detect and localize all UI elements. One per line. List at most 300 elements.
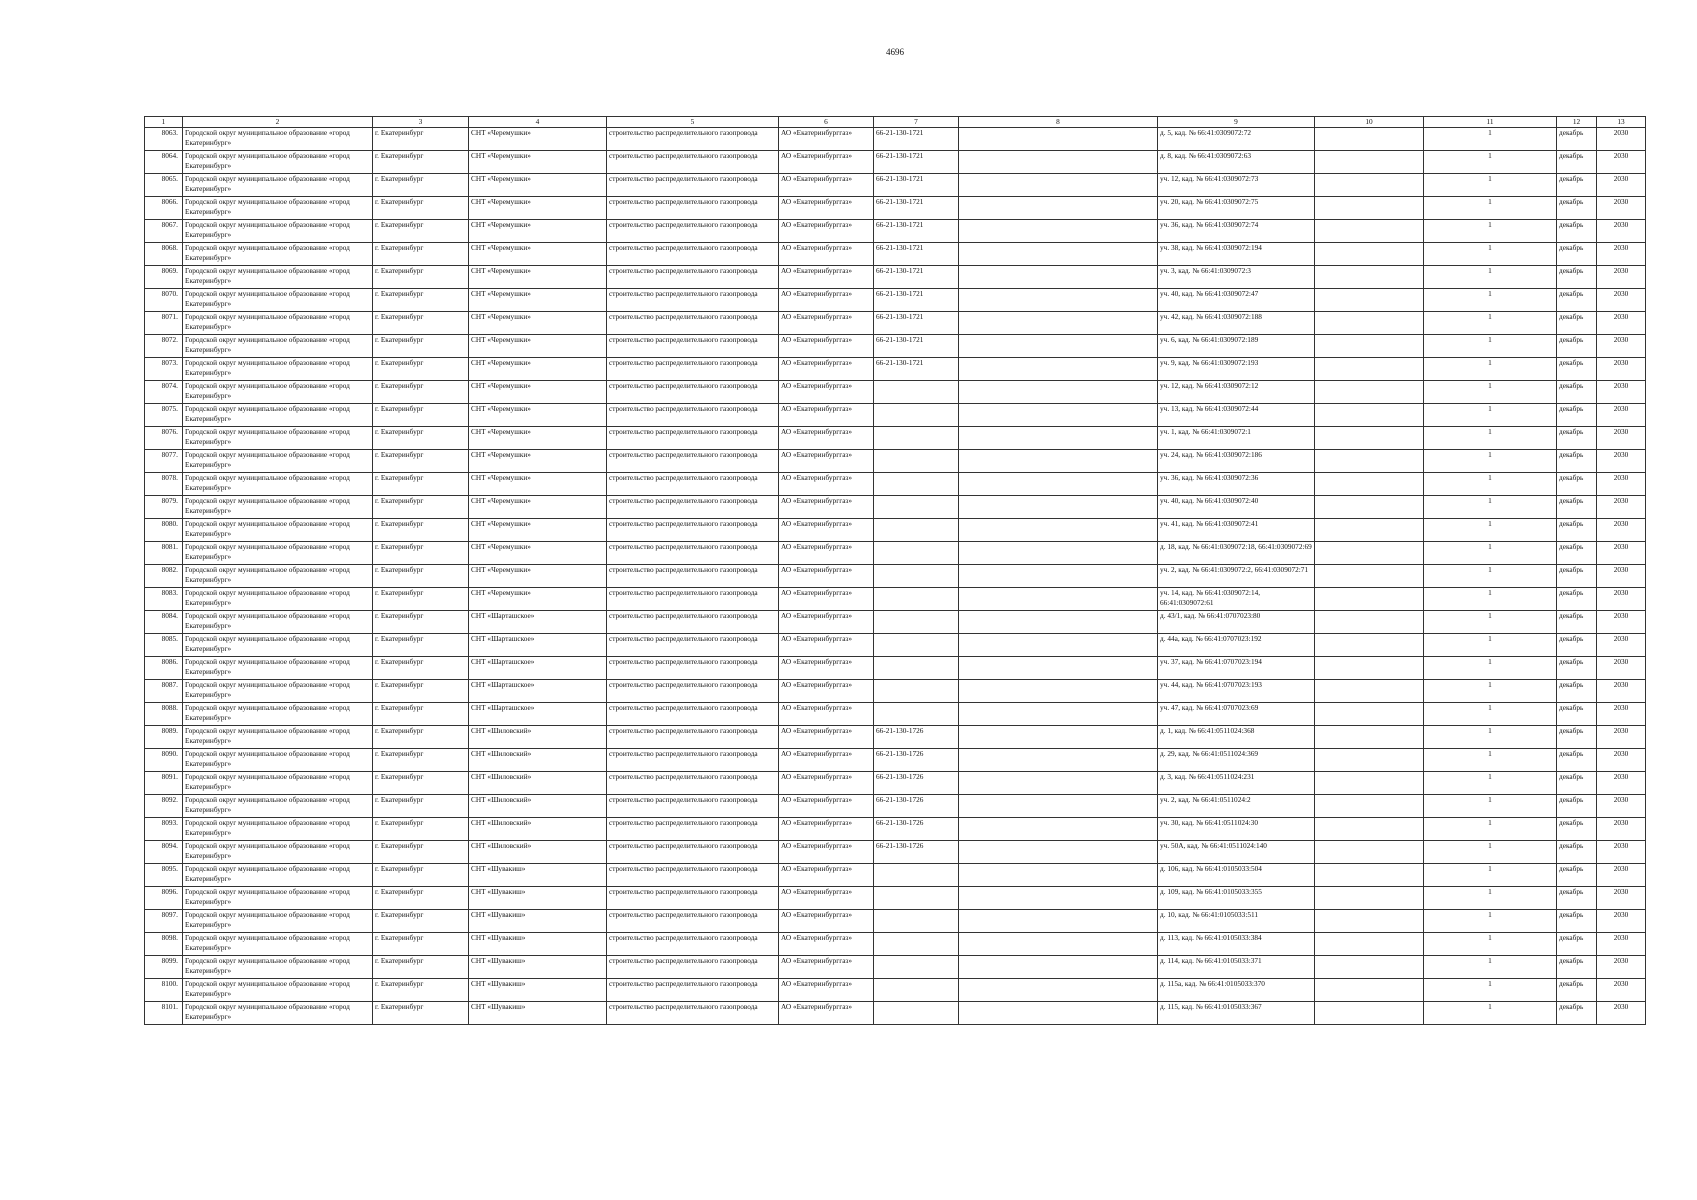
column-8-cell	[959, 864, 1158, 887]
column-header-12: 12	[1557, 117, 1597, 128]
row-number: 8066.	[145, 197, 183, 220]
year-cell: 2030	[1597, 473, 1646, 496]
year-cell: 2030	[1597, 588, 1646, 611]
year-cell: 2030	[1597, 864, 1646, 887]
settlement-cell: СНТ «Черемушки»	[469, 243, 607, 266]
quantity-cell: 1	[1424, 703, 1557, 726]
settlement-cell: СНТ «Черемушки»	[469, 174, 607, 197]
locality-cell: г. Екатеринбург	[373, 933, 469, 956]
column-8-cell	[959, 473, 1158, 496]
activity-cell: строительство распределительного газопровода	[607, 266, 779, 289]
address-cell: уч. 47, кад. № 66:41:0707023:69	[1158, 703, 1315, 726]
month-cell: декабрь	[1557, 358, 1597, 381]
settlement-cell: СНТ «Шиловский»	[469, 841, 607, 864]
settlement-cell: СНТ «Черемушки»	[469, 289, 607, 312]
code-cell	[874, 680, 959, 703]
column-10-cell	[1315, 795, 1424, 818]
year-cell: 2030	[1597, 542, 1646, 565]
quantity-cell: 1	[1424, 243, 1557, 266]
month-cell: декабрь	[1557, 979, 1597, 1002]
row-number: 8071.	[145, 312, 183, 335]
operator-cell: АО «Екатеринбурггаз»	[779, 795, 874, 818]
locality-cell: г. Екатеринбург	[373, 749, 469, 772]
column-8-cell	[959, 197, 1158, 220]
municipality-cell: Городской округ муниципальное образование «город Екатеринбург»	[183, 956, 373, 979]
municipality-cell: Городской округ муниципальное образование «город Екатеринбург»	[183, 979, 373, 1002]
month-cell: декабрь	[1557, 312, 1597, 335]
column-10-cell	[1315, 956, 1424, 979]
column-header-8: 8	[959, 117, 1158, 128]
table-row	[145, 979, 1646, 1002]
address-cell: уч. 41, кад. № 66:41:0309072:41	[1158, 519, 1315, 542]
operator-cell: АО «Екатеринбурггаз»	[779, 887, 874, 910]
activity-cell: строительство распределительного газопровода	[607, 542, 779, 565]
table-row	[145, 818, 1646, 841]
code-cell: 66-21-130-1721	[874, 289, 959, 312]
column-header-6: 6	[779, 117, 874, 128]
month-cell: декабрь	[1557, 703, 1597, 726]
municipality-cell: Городской округ муниципальное образование «город Екатеринбург»	[183, 634, 373, 657]
column-8-cell	[959, 128, 1158, 151]
quantity-cell: 1	[1424, 519, 1557, 542]
operator-cell: АО «Екатеринбурггаз»	[779, 128, 874, 151]
locality-cell: г. Екатеринбург	[373, 358, 469, 381]
year-cell: 2030	[1597, 174, 1646, 197]
quantity-cell: 1	[1424, 841, 1557, 864]
activity-cell: строительство распределительного газопровода	[607, 1002, 779, 1025]
quantity-cell: 1	[1424, 726, 1557, 749]
operator-cell: АО «Екатеринбурггаз»	[779, 749, 874, 772]
code-cell: 66-21-130-1721	[874, 128, 959, 151]
operator-cell: АО «Екатеринбурггаз»	[779, 381, 874, 404]
code-cell	[874, 565, 959, 588]
address-cell: д. 44а, кад. № 66:41:0707023:192	[1158, 634, 1315, 657]
address-cell: уч. 40, кад. № 66:41:0309072:47	[1158, 289, 1315, 312]
settlement-cell: СНТ «Шиловский»	[469, 818, 607, 841]
settlement-cell: СНТ «Черемушки»	[469, 542, 607, 565]
municipality-cell: Городской округ муниципальное образование «город Екатеринбург»	[183, 450, 373, 473]
column-header-3: 3	[373, 117, 469, 128]
settlement-cell: СНТ «Шиловский»	[469, 749, 607, 772]
year-cell: 2030	[1597, 220, 1646, 243]
header-row	[145, 117, 1646, 128]
column-10-cell	[1315, 634, 1424, 657]
activity-cell: строительство распределительного газопровода	[607, 749, 779, 772]
settlement-cell: СНТ «Черемушки»	[469, 588, 607, 611]
column-8-cell	[959, 979, 1158, 1002]
column-8-cell	[959, 151, 1158, 174]
operator-cell: АО «Екатеринбурггаз»	[779, 1002, 874, 1025]
month-cell: декабрь	[1557, 243, 1597, 266]
municipality-cell: Городской округ муниципальное образование «город Екатеринбург»	[183, 726, 373, 749]
month-cell: декабрь	[1557, 220, 1597, 243]
year-cell: 2030	[1597, 312, 1646, 335]
municipality-cell: Городской округ муниципальное образование «город Екатеринбург»	[183, 473, 373, 496]
activity-cell: строительство распределительного газопровода	[607, 404, 779, 427]
locality-cell: г. Екатеринбург	[373, 772, 469, 795]
municipality-cell: Городской округ муниципальное образование «город Екатеринбург»	[183, 680, 373, 703]
page-number: 4696	[886, 47, 904, 57]
operator-cell: АО «Екатеринбурггаз»	[779, 335, 874, 358]
row-number: 8080.	[145, 519, 183, 542]
row-number: 8079.	[145, 496, 183, 519]
municipality-cell: Городской округ муниципальное образование «город Екатеринбург»	[183, 1002, 373, 1025]
quantity-cell: 1	[1424, 381, 1557, 404]
year-cell: 2030	[1597, 243, 1646, 266]
address-cell: д. 8, кад. № 66:41:0309072:63	[1158, 151, 1315, 174]
column-8-cell	[959, 496, 1158, 519]
settlement-cell: СНТ «Шиловский»	[469, 772, 607, 795]
table-row	[145, 473, 1646, 496]
column-8-cell	[959, 358, 1158, 381]
locality-cell: г. Екатеринбург	[373, 128, 469, 151]
row-number: 8090.	[145, 749, 183, 772]
activity-cell: строительство распределительного газопровода	[607, 335, 779, 358]
settlement-cell: СНТ «Шувакиш»	[469, 910, 607, 933]
settlement-cell: СНТ «Черемушки»	[469, 496, 607, 519]
quantity-cell: 1	[1424, 358, 1557, 381]
row-number: 8086.	[145, 657, 183, 680]
year-cell: 2030	[1597, 657, 1646, 680]
locality-cell: г. Екатеринбург	[373, 841, 469, 864]
quantity-cell: 1	[1424, 749, 1557, 772]
column-10-cell	[1315, 818, 1424, 841]
column-10-cell	[1315, 312, 1424, 335]
quantity-cell: 1	[1424, 496, 1557, 519]
quantity-cell: 1	[1424, 910, 1557, 933]
column-8-cell	[959, 818, 1158, 841]
table-row	[145, 243, 1646, 266]
settlement-cell: СНТ «Черемушки»	[469, 473, 607, 496]
municipality-cell: Городской округ муниципальное образование «город Екатеринбург»	[183, 519, 373, 542]
row-number: 8099.	[145, 956, 183, 979]
code-cell	[874, 979, 959, 1002]
settlement-cell: СНТ «Шиловский»	[469, 726, 607, 749]
column-8-cell	[959, 910, 1158, 933]
address-cell: уч. 36, кад. № 66:41:0309072:36	[1158, 473, 1315, 496]
column-header-1: 1	[145, 117, 183, 128]
address-cell: уч. 2, кад. № 66:41:0309072:2, 66:41:0309072:71	[1158, 565, 1315, 588]
column-8-cell	[959, 335, 1158, 358]
activity-cell: строительство распределительного газопровода	[607, 220, 779, 243]
column-10-cell	[1315, 151, 1424, 174]
column-8-cell	[959, 634, 1158, 657]
operator-cell: АО «Екатеринбурггаз»	[779, 243, 874, 266]
operator-cell: АО «Екатеринбурггаз»	[779, 864, 874, 887]
locality-cell: г. Екатеринбург	[373, 657, 469, 680]
table-row	[145, 565, 1646, 588]
year-cell: 2030	[1597, 841, 1646, 864]
row-number: 8068.	[145, 243, 183, 266]
month-cell: декабрь	[1557, 542, 1597, 565]
year-cell: 2030	[1597, 358, 1646, 381]
column-8-cell	[959, 542, 1158, 565]
activity-cell: строительство распределительного газопровода	[607, 289, 779, 312]
settlement-cell: СНТ «Черемушки»	[469, 519, 607, 542]
month-cell: декабрь	[1557, 1002, 1597, 1025]
operator-cell: АО «Екатеринбурггаз»	[779, 979, 874, 1002]
column-10-cell	[1315, 335, 1424, 358]
column-8-cell	[959, 243, 1158, 266]
municipality-cell: Городской округ муниципальное образование «город Екатеринбург»	[183, 588, 373, 611]
municipality-cell: Городской округ муниципальное образование «город Екатеринбург»	[183, 197, 373, 220]
quantity-cell: 1	[1424, 818, 1557, 841]
municipality-cell: Городской округ муниципальное образование «город Екатеринбург»	[183, 427, 373, 450]
row-number: 8067.	[145, 220, 183, 243]
settlement-cell: СНТ «Шарташское»	[469, 703, 607, 726]
address-cell: уч. 30, кад. № 66:41:0511024:30	[1158, 818, 1315, 841]
locality-cell: г. Екатеринбург	[373, 795, 469, 818]
month-cell: декабрь	[1557, 450, 1597, 473]
quantity-cell: 1	[1424, 634, 1557, 657]
year-cell: 2030	[1597, 726, 1646, 749]
code-cell: 66-21-130-1721	[874, 197, 959, 220]
locality-cell: г. Екатеринбург	[373, 496, 469, 519]
activity-cell: строительство распределительного газопровода	[607, 128, 779, 151]
month-cell: декабрь	[1557, 588, 1597, 611]
quantity-cell: 1	[1424, 542, 1557, 565]
settlement-cell: СНТ «Черемушки»	[469, 220, 607, 243]
table-row	[145, 266, 1646, 289]
year-cell: 2030	[1597, 772, 1646, 795]
column-10-cell	[1315, 657, 1424, 680]
year-cell: 2030	[1597, 887, 1646, 910]
code-cell	[874, 542, 959, 565]
operator-cell: АО «Екатеринбурггаз»	[779, 289, 874, 312]
code-cell	[874, 910, 959, 933]
activity-cell: строительство распределительного газопровода	[607, 174, 779, 197]
settlement-cell: СНТ «Черемушки»	[469, 427, 607, 450]
municipality-cell: Городской округ муниципальное образование «город Екатеринбург»	[183, 335, 373, 358]
municipality-cell: Городской округ муниципальное образование «город Екатеринбург»	[183, 749, 373, 772]
column-header-9: 9	[1158, 117, 1315, 128]
code-cell	[874, 933, 959, 956]
year-cell: 2030	[1597, 404, 1646, 427]
locality-cell: г. Екатеринбург	[373, 864, 469, 887]
activity-cell: строительство распределительного газопровода	[607, 565, 779, 588]
column-10-cell	[1315, 979, 1424, 1002]
column-header-11: 11	[1424, 117, 1557, 128]
municipality-cell: Городской округ муниципальное образование «город Екатеринбург»	[183, 151, 373, 174]
column-8-cell	[959, 220, 1158, 243]
column-header-2: 2	[183, 117, 373, 128]
row-number: 8089.	[145, 726, 183, 749]
year-cell: 2030	[1597, 680, 1646, 703]
locality-cell: г. Екатеринбург	[373, 726, 469, 749]
column-10-cell	[1315, 565, 1424, 588]
month-cell: декабрь	[1557, 266, 1597, 289]
quantity-cell: 1	[1424, 1002, 1557, 1025]
column-10-cell	[1315, 128, 1424, 151]
year-cell: 2030	[1597, 519, 1646, 542]
activity-cell: строительство распределительного газопровода	[607, 519, 779, 542]
operator-cell: АО «Екатеринбурггаз»	[779, 611, 874, 634]
column-8-cell	[959, 174, 1158, 197]
code-cell: 66-21-130-1726	[874, 772, 959, 795]
row-number: 8069.	[145, 266, 183, 289]
column-10-cell	[1315, 703, 1424, 726]
month-cell: декабрь	[1557, 289, 1597, 312]
municipality-cell: Городской округ муниципальное образование «город Екатеринбург»	[183, 404, 373, 427]
table-row	[145, 450, 1646, 473]
table-row	[145, 358, 1646, 381]
address-cell: уч. 38, кад. № 66:41:0309072:194	[1158, 243, 1315, 266]
municipality-cell: Городской округ муниципальное образование «город Екатеринбург»	[183, 220, 373, 243]
year-cell: 2030	[1597, 818, 1646, 841]
activity-cell: строительство распределительного газопровода	[607, 680, 779, 703]
year-cell: 2030	[1597, 910, 1646, 933]
code-cell: 66-21-130-1721	[874, 243, 959, 266]
row-number: 8088.	[145, 703, 183, 726]
activity-cell: строительство распределительного газопровода	[607, 795, 779, 818]
address-cell: д. 10, кад. № 66:41:0105033:511	[1158, 910, 1315, 933]
table-row	[145, 174, 1646, 197]
row-number: 8091.	[145, 772, 183, 795]
quantity-cell: 1	[1424, 335, 1557, 358]
month-cell: декабрь	[1557, 956, 1597, 979]
address-cell: уч. 1, кад. № 66:41:0309072:1	[1158, 427, 1315, 450]
settlement-cell: СНТ «Шувакиш»	[469, 864, 607, 887]
settlement-cell: СНТ «Черемушки»	[469, 266, 607, 289]
code-cell	[874, 496, 959, 519]
locality-cell: г. Екатеринбург	[373, 174, 469, 197]
year-cell: 2030	[1597, 611, 1646, 634]
code-cell	[874, 519, 959, 542]
address-cell: д. 1, кад. № 66:41:0511024:368	[1158, 726, 1315, 749]
code-cell: 66-21-130-1726	[874, 841, 959, 864]
locality-cell: г. Екатеринбург	[373, 289, 469, 312]
year-cell: 2030	[1597, 266, 1646, 289]
address-cell: уч. 13, кад. № 66:41:0309072:44	[1158, 404, 1315, 427]
year-cell: 2030	[1597, 151, 1646, 174]
column-10-cell	[1315, 197, 1424, 220]
column-10-cell	[1315, 404, 1424, 427]
locality-cell: г. Екатеринбург	[373, 703, 469, 726]
activity-cell: строительство распределительного газопровода	[607, 864, 779, 887]
activity-cell: строительство распределительного газопровода	[607, 818, 779, 841]
column-8-cell	[959, 266, 1158, 289]
table-row	[145, 680, 1646, 703]
column-8-cell	[959, 565, 1158, 588]
column-8-cell	[959, 450, 1158, 473]
quantity-cell: 1	[1424, 657, 1557, 680]
municipality-cell: Городской округ муниципальное образование «город Екатеринбург»	[183, 841, 373, 864]
year-cell: 2030	[1597, 335, 1646, 358]
operator-cell: АО «Екатеринбурггаз»	[779, 427, 874, 450]
quantity-cell: 1	[1424, 887, 1557, 910]
quantity-cell: 1	[1424, 611, 1557, 634]
quantity-cell: 1	[1424, 864, 1557, 887]
locality-cell: г. Екатеринбург	[373, 151, 469, 174]
month-cell: декабрь	[1557, 151, 1597, 174]
municipality-cell: Городской округ муниципальное образование «город Екатеринбург»	[183, 496, 373, 519]
month-cell: декабрь	[1557, 818, 1597, 841]
address-cell: д. 106, кад. № 66:41:0105033:504	[1158, 864, 1315, 887]
month-cell: декабрь	[1557, 634, 1597, 657]
column-8-cell	[959, 680, 1158, 703]
table-row	[145, 795, 1646, 818]
settlement-cell: СНТ «Шарташское»	[469, 634, 607, 657]
table-row	[145, 312, 1646, 335]
municipality-cell: Городской округ муниципальное образование «город Екатеринбург»	[183, 358, 373, 381]
column-10-cell	[1315, 841, 1424, 864]
column-8-cell	[959, 1002, 1158, 1025]
column-10-cell	[1315, 496, 1424, 519]
operator-cell: АО «Екатеринбурггаз»	[779, 450, 874, 473]
table-row	[145, 335, 1646, 358]
activity-cell: строительство распределительного газопровода	[607, 979, 779, 1002]
activity-cell: строительство распределительного газопровода	[607, 151, 779, 174]
locality-cell: г. Екатеринбург	[373, 887, 469, 910]
column-10-cell	[1315, 289, 1424, 312]
code-cell: 66-21-130-1721	[874, 358, 959, 381]
code-cell: 66-21-130-1721	[874, 151, 959, 174]
operator-cell: АО «Екатеринбурггаз»	[779, 910, 874, 933]
table-row	[145, 887, 1646, 910]
column-8-cell	[959, 772, 1158, 795]
locality-cell: г. Екатеринбург	[373, 680, 469, 703]
table-row	[145, 542, 1646, 565]
municipality-cell: Городской округ муниципальное образование «город Екатеринбург»	[183, 703, 373, 726]
operator-cell: АО «Екатеринбурггаз»	[779, 588, 874, 611]
table-row	[145, 749, 1646, 772]
table-row	[145, 1002, 1646, 1025]
table-row	[145, 197, 1646, 220]
column-8-cell	[959, 657, 1158, 680]
activity-cell: строительство распределительного газопровода	[607, 956, 779, 979]
row-number: 8094.	[145, 841, 183, 864]
code-cell	[874, 956, 959, 979]
settlement-cell: СНТ «Шарташское»	[469, 680, 607, 703]
table-row	[145, 726, 1646, 749]
operator-cell: АО «Екатеринбурггаз»	[779, 772, 874, 795]
row-number: 8065.	[145, 174, 183, 197]
quantity-cell: 1	[1424, 588, 1557, 611]
activity-cell: строительство распределительного газопровода	[607, 243, 779, 266]
address-cell: д. 18, кад. № 66:41:0309072:18, 66:41:0309072:69	[1158, 542, 1315, 565]
quantity-cell: 1	[1424, 404, 1557, 427]
year-cell: 2030	[1597, 565, 1646, 588]
address-cell: уч. 20, кад. № 66:41:0309072:75	[1158, 197, 1315, 220]
column-8-cell	[959, 611, 1158, 634]
year-cell: 2030	[1597, 1002, 1646, 1025]
row-number: 8101.	[145, 1002, 183, 1025]
row-number: 8076.	[145, 427, 183, 450]
table-row	[145, 427, 1646, 450]
column-10-cell	[1315, 611, 1424, 634]
activity-cell: строительство распределительного газопровода	[607, 381, 779, 404]
locality-cell: г. Екатеринбург	[373, 565, 469, 588]
row-number: 8085.	[145, 634, 183, 657]
locality-cell: г. Екатеринбург	[373, 243, 469, 266]
municipality-cell: Городской округ муниципальное образование «город Екатеринбург»	[183, 887, 373, 910]
code-cell	[874, 588, 959, 611]
address-cell: д. 5, кад. № 66:41:0309072:72	[1158, 128, 1315, 151]
row-number: 8082.	[145, 565, 183, 588]
table-row	[145, 128, 1646, 151]
operator-cell: АО «Екатеринбурггаз»	[779, 657, 874, 680]
column-10-cell	[1315, 887, 1424, 910]
address-cell: д. 115, кад. № 66:41:0105033:367	[1158, 1002, 1315, 1025]
column-8-cell	[959, 933, 1158, 956]
row-number: 8075.	[145, 404, 183, 427]
municipality-cell: Городской округ муниципальное образование «город Екатеринбург»	[183, 174, 373, 197]
locality-cell: г. Екатеринбург	[373, 634, 469, 657]
municipality-cell: Городской округ муниципальное образование «город Екатеринбург»	[183, 864, 373, 887]
column-header-10: 10	[1315, 117, 1424, 128]
register-table	[144, 116, 1646, 1025]
address-cell: уч. 44, кад. № 66:41:0707023:193	[1158, 680, 1315, 703]
